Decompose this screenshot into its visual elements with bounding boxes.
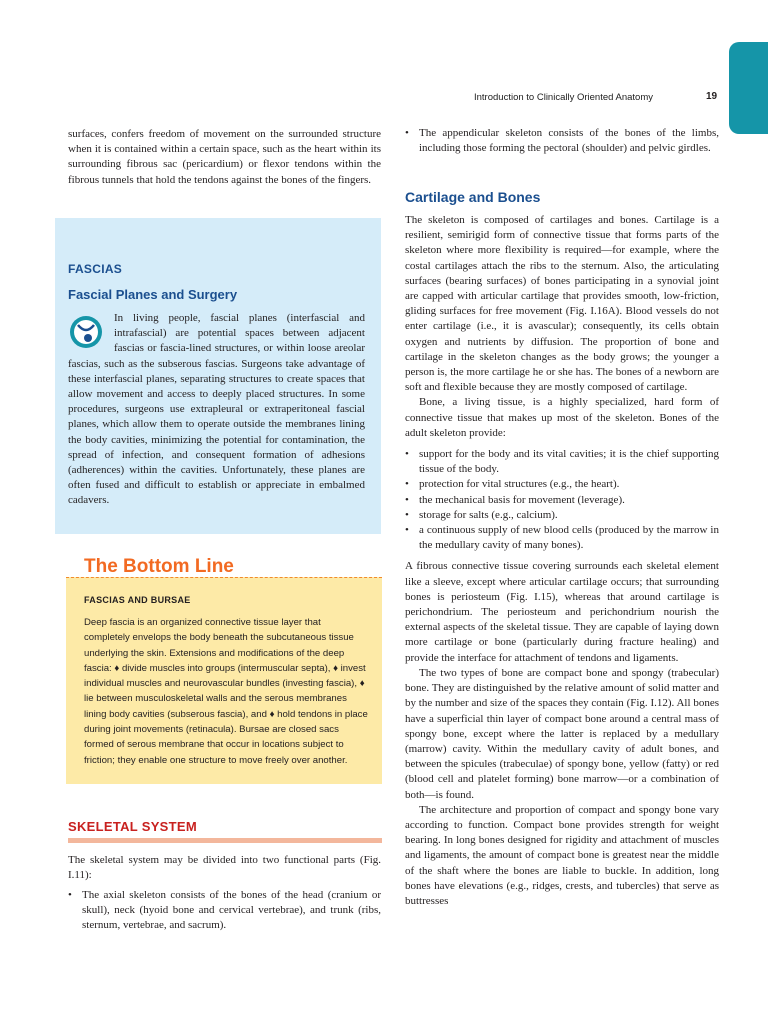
list-item: • The axial skeleton consists of the bones of the head (cranium or skull), neck (hyoid bone and cervical vertebrae), and trunk (ribs, sternum, vertebrae, and sacrum). [68,888,381,934]
paragraph: A fibrous connective tissue covering surrounds each skeletal element like a sleeve, except where articular cartilage occurs; that surrounding bones is periosteum (Fig. I.15), whereas that around cartilage is perichondrium. The periosteum and perichondrium nourish the external aspects of the skeletal tissue. They are capable of laying down more cartilage or bone (particularly during fracture healing) and provide the interface for attachment of tendons and ligaments. [405,560,719,664]
left-top-paragraph: surfaces, confers freedom of movement on the surrounded structure when it is contained within a certain space, such as the heart within its surrounding fibrous sac (pericardium) or flexor tendons within the fibrous tunnels that hold the tendons against the bones of the fingers. [68,128,381,186]
skeletal-system-heading: SKELETAL SYSTEM [68,819,197,834]
bone-functions-list [405,447,719,553]
cartilage-bones-heading: Cartilage and Bones [405,189,541,205]
bottom-line-title: The Bottom Line [84,556,234,577]
list-item: • a continuous supply of new blood cells (produced by the marrow in the medullary cavity of many bones). [405,523,719,553]
fascial-planes-subheading: Fascial Planes and Surgery [68,287,238,302]
skeletal-intro: The skeletal system may be divided into two functional parts (Fig. I.11): [68,854,381,882]
list-item: • support for the body and its vital cavities; it is the chief supporting tissue of the body. [405,447,719,477]
paragraph: The architecture and proportion of compact and spongy bone vary according to function. Compact bone provides strength for weight bearing. In long bones designed for rigidity and attachment of muscles and ligaments, the amount of compact bone is greatest near the middle of the shaft where the bones are liable to buckle. In addition, long bones have elevations (e.g., ridges, crests, and tubercles) that serve as buttresses [405,803,719,907]
paragraph: Bone, a living tissue, is a highly specialized, hard form of connective tissue that makes up most of the skeleton. Bones of the adult skeleton provide: [405,396,719,439]
skeletal-heading-rule [68,838,382,843]
chapter-tab [729,42,768,134]
running-head: Introduction to Clinically Oriented Anatomy [474,92,654,103]
list-item: • protection for vital structures (e.g., the heart). [405,477,719,492]
list-item: • storage for salts (e.g., calcium). [405,508,719,523]
fascias-heading: FASCIAS [68,262,123,276]
fascias-box [55,218,381,534]
page-number: 19 [706,91,718,102]
bottom-line-box [66,577,382,784]
paragraph: The two types of bone are compact bone and spongy (trabecular) bone. They are distinguished by the relative amount of solid matter and by the number and size of the spaces they contain (Fig. I.12). All bones have a superficial thin layer of compact bone around a central mass of spongy bone, except where the latter is replaced by a medullary (marrow) cavity. Within the medullary cavity of adult bones, and between the spicules (trabeculae) of spongy bone, yellow (fatty) or red (blood cell and platelet forming) bone marrow—or a combination of both—is found. [405,666,719,801]
list-item: • the mechanical basis for movement (leverage). [405,493,719,508]
cartilage-bones-text [405,213,719,909]
axial-bullet-list [68,888,381,934]
list-item: • The appendicular skeleton consists of the bones of the limbs, including those forming the pectoral (shoulder) and pelvic girdles. [405,126,719,156]
fascias-body: In living people, fascial planes (interfascial and intrafascial) are potential spaces between adjacent fascias or fascia-lined structures, or within loose areolar fascias, such as the subserous fascias. Surgeons take advantage of these interfascial planes, separating structures to create spaces that allow movement and access to deeply placed structures. In some procedures, surgeons use extrapleural or extraperitoneal fascial planes, which allow them to operate outside the membranes lining the body cavities, minimizing the potential for contamination, the spread of infection, and consequent formation of adhesions (adherences) within the cavities. Unfortunately, these planes are often fused and difficult to establish or appreciate in embalmed cadavers. [68,312,365,507]
paragraph: The skeleton is composed of cartilages and bones. Cartilage is a resilient, semirigid form of connective tissue that forms parts of the skeleton where more flexibility is required—for example, where the costal cartilages attach the ribs to the sternum. Also, the articulating surfaces (bearing surfaces) of bones participating in a synovial joint are capped with articular cartilage that provides smooth, low-friction, gliding surfaces for free movement (Fig. I.16A). Blood vessels do not enter cartilage (i.e., it is avascular); consequently, its cells obtain oxygen and nutrients by diffusion. The proportion of bone and cartilage in the skeleton changes as the body grows; the younger a person is, the more cartilage he or she has. The bones of a newborn are soft and flexible because they are mostly composed of cartilage. [405,214,719,394]
appendicular-bullet-list [405,126,719,156]
bottom-line-heading: FASCIAS AND BURSAE [84,595,191,605]
bottom-line-body: Deep fascia is an organized connective tissue layer that completely envelops the body beneath the subcutaneous tissue underlying the skin. Extensions and modifications of the deep fascia: ♦ divide muscles into groups (intermuscular septa), ♦ invest individual muscles and neurovascular bundles (investing fascia), ♦ lie between musculoskeletal walls and the serous membranes lining body cavities (subserous fascia), and ♦ hold tendons in place during joint movements (retinacula). Bursae are closed sacs formed of serous membrane that occur in locations subject to friction; they enable one structure to move freely over another. [84,617,368,766]
stethoscope-icon [68,313,108,351]
